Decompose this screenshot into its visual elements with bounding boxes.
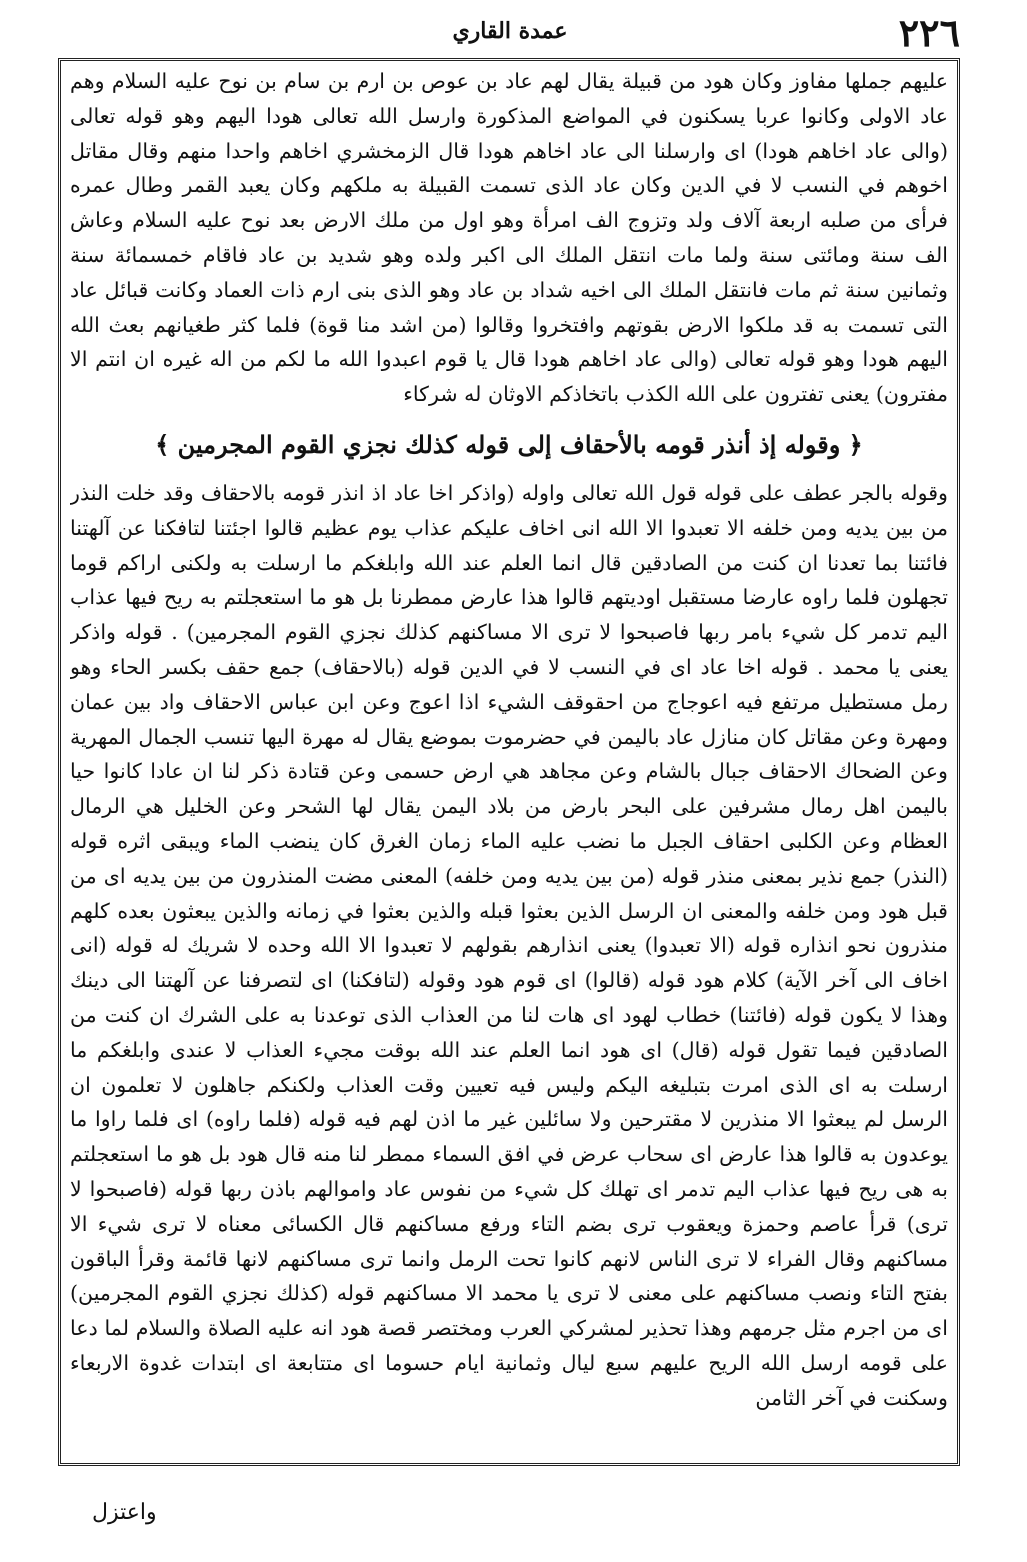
commentary-paragraph-1: عليهم جملها مفاوز وكان هود من قبيلة يقال لهم عاد بن عوص بن ارم بن سام بن نوح عليه السلام وهم عاد الاولى وكانوا عربا يسكنون في المواضع المذكورة وارسل الله تعالى هودا اليهم وهو قوله تعالى (والى عاد اخاهم هودا) اى وارسلنا الى عاد اخاهم هودا قال الزمخشري اخاهم واحدا منهم وقال مقاتل اخوهم في النسب لا في الدين وكان عاد الذى تسمت القبيلة به ملكهم وكان يعبد القمر وطال عمره فرأى من صلبه اربعة آلاف ولد وتزوج الف امرأة وهو اول من ملك الارض بعد نوح عليه السلام وعاش الف سنة ومائتى سنة ولما مات انتقل الملك الى اكبر ولده وهو شديد بن عاد فاقام خمسمائة سنة وثمانين سنة ثم مات فانتقل الملك الى اخيه شداد بن عاد وهو الذى بنى ارم ذات العماد وكانت قبائل عاد التى تسمت به قد ملكوا الارض بقوتهم وافتخروا وقالوا (من اشد منا قوة) فلما كثر طغيانهم بعث الله اليهم هودا وهو قوله تعالى (والى عاد اخاهم هودا قال يا قوم اعبدوا الله ما لكم من اله غيره ان انتم الا مفترون) يعنى تفترون على الله الكذب باتخاذكم الاوثان له شركاء — [70, 69, 948, 407]
page-number: ٢٢٦ — [898, 10, 960, 55]
ayah-heading: ﴿ وقوله إذ أنذر قومه بالأحقاف إلى قوله كذلك نجزي القوم المجرمين ﴾ — [155, 429, 863, 459]
page-header — [60, 10, 960, 58]
commentary-paragraph-2: وقوله بالجر عطف على قوله قول الله تعالى واوله (واذكر اخا عاد اذ انذر قومه بالاحقاف وقد خلت النذر من بين يديه ومن خلفه الا تعبدوا الا الله انى اخاف عليكم عذاب يوم عظيم قالوا اجئتنا لتافكنا عن آلهتنا فائتنا بما تعدنا ان كنت من الصادقين قال انما العلم عند الله وابلغكم ما ارسلت به ولكنى اراكم قوما تجهلون فلما راوه عارضا مستقبل اوديتهم قالوا هذا عارض ممطرنا بل هو ما استعجلتم به ريح فيها عذاب اليم تدمر كل شيء بامر ربها فاصبحوا لا ترى الا مساكنهم كذلك نجزي القوم المجرمين) . قوله واذكر يعنى يا محمد . قوله اخا عاد اى في النسب لا في الدين قوله (بالاحقاف) جمع حقف بكسر الحاء وهو رمل مستطيل مرتفع فيه اعوجاج من احقوقف الشيء اذا اعوج وعن ابن عباس الاحقاف واد بين عمان ومهرة وعن مقاتل كان منازل عاد باليمن في حضرموت بموضع يقال له مهرة اليها تنسب الجمال المهرية وعن الضحاك الاحقاف جبال بالشام وعن مجاهد هي ارض حسمى وعن قتادة ذكر لنا ان عادا كانوا حيا باليمن اهل رمال مشرفين على البحر بارض من بلاد اليمن يقال لها الشحر وعن الخليل هي الرمال العظام وعن الكلبى احقاف الجبل ما نضب عليه الماء زمان الغرق كان ينضب الماء ويبقى اثره قوله (النذر) جمع نذير بمعنى منذر قوله (من بين يديه ومن خلفه) المعنى مضت المنذرون من بين يديه اى من قبل هود ومن خلفه والمعنى ان الرسل الذين بعثوا قبله والذين بعثوا في زمانه والذين يبعثون بعده كلهم منذرون نحو انذاره قوله (الا تعبدوا) يعنى انذارهم بقولهم لا تعبدوا الا الله وحده لا شريك له قوله (انى اخاف الى آخر الآية) كلام هود قوله (قالوا) اى قوم هود وقوله (لتافكنا) اى لتصرفنا عن آلهتنا الى دينك وهذا لا يكون قوله (فائتنا) خطاب لهود اى هات لنا من العذاب الذى توعدنا به على الشرك ان كنت من الصادقين فيما تقول قوله (قال) اى هود انما العلم عند الله بوقت مجيء العذاب لا عندى وابلغكم ما ارسلت به اى الذى امرت بتبليغه اليكم وليس فيه تعيين وقت العذاب ولكنكم جاهلون لا تعلمون ان الرسل لم يبعثوا الا منذرين لا مقترحين ولا سائلين غير ما اذن لهم فيه قوله (فلما راوه) اى فلما راوا ما يوعدون به قالوا هذا عارض اى سحاب عرض في افق السماء ممطر لنا منه قال هود بل هو ما استعجلتم به هى ريح فيها عذاب اليم تدمر اى تهلك كل شيء من نفوس عاد واموالهم باذن ربها قوله (فاصبحوا لا ترى) قرأ عاصم وحمزة ويعقوب ترى بضم التاء ورفع مساكنهم قال الكسائى معناه لا ترى شيء الا مساكنهم وقال الفراء لا ترى الناس لانهم كانوا تحت الرمل وانما ترى مساكنهم لانها قائمة وقرأ الباقون بفتح التاء ونصب مساكنهم على معنى لا ترى يا محمد الا مساكنهم قوله (كذلك نجزي القوم المجرمين) اى من اجرم مثل جرمهم وهذا تحذير لمشركي العرب ومختصر قصة هود انه عليه الصلاة والسلام لما دعا على قومه ارسل الله الريح عليهم سبع ليال وثمانية ايام حسوما اى متتابعة اى ابتدات غدوة الاربعاء وسكنت في آخر الثامن — [70, 480, 948, 1410]
catchword: واعتزل — [92, 1500, 157, 1525]
running-title: عمدة القاري — [452, 18, 568, 44]
main-text — [70, 64, 948, 1460]
